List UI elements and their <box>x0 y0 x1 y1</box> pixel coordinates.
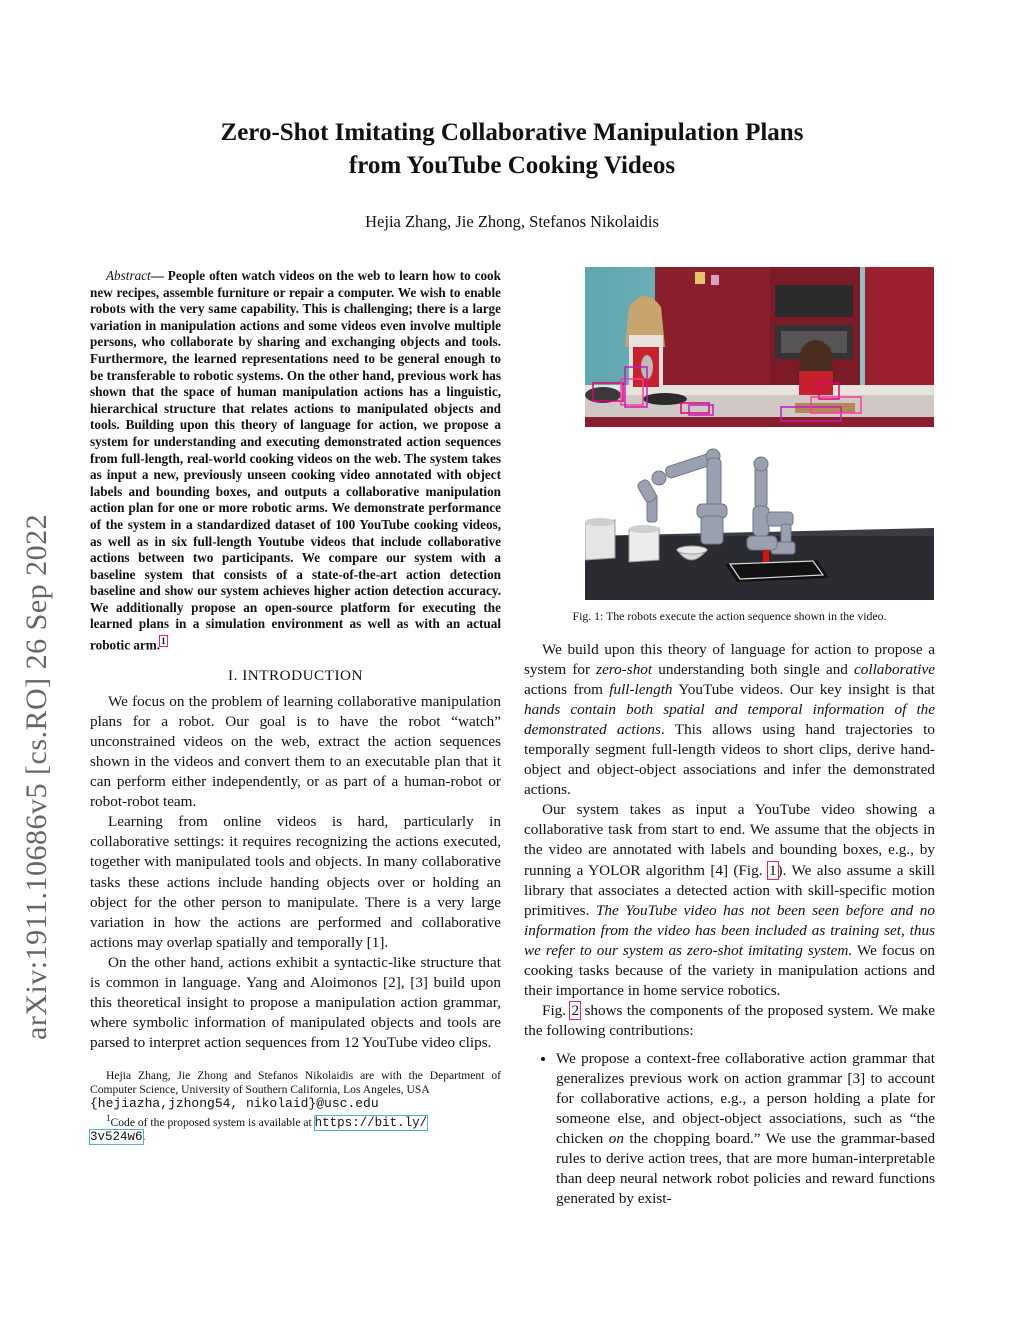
left-column <box>90 268 501 1144</box>
rp2-text-a: Our system takes as input a YouTube video showing a collaborative task from start to end. We assume that the objects in the video are annotated with labels and bounding boxes, e.g., by running a YOLOR algorithm [4] (Fig. <box>524 801 935 879</box>
rp1-text-d: YouTube videos. Our key insight is that <box>672 681 935 699</box>
fig1-reference-link[interactable]: 1 <box>768 861 777 879</box>
affiliation-note <box>90 1069 501 1111</box>
robot-simulation-drawing <box>585 432 934 600</box>
title-line-1: Zero-Shot Imitating Collaborative Manipulation Plans <box>220 119 804 146</box>
right-paragraph-3 <box>524 1001 935 1041</box>
footnote-link[interactable]: 1 <box>161 636 166 647</box>
section-heading-introduction: I. INTRODUCTION <box>228 667 363 685</box>
paper-title <box>90 116 934 182</box>
intro-paragraph-2: Learning from online videos is hard, particularly in collaborative settings: it requires recognizing the actions executed, together with manipulated tools and objects. In many collaborative tasks these actions include handing objects over or holding an object for the other person to manipulate. There is a very large variation in how the actions are performed and collaborative actions may overlap spatially and temporally [1]. <box>90 813 501 951</box>
contributions-list <box>524 1049 935 1209</box>
rp2-text-c: We focus on cooking tasks because of the variety in manipulation actions and their importance in home service robotics. <box>524 941 935 999</box>
abstract <box>90 268 501 654</box>
bullet-on: on <box>608 1130 624 1148</box>
figure-caption: Fig. 1: The robots execute the action sequence shown in the video. <box>572 609 887 623</box>
rp2-italic: The YouTube video has not been seen before and no information from the video has been included as training set, thus we refer to our system as zero-shot imitating system. <box>524 901 935 959</box>
code-note-text: Code of the proposed system is available at <box>110 1115 315 1129</box>
abstract-text: People often watch videos on the web to learn how to cook new recipes, assemble furniture or repair a computer. We wish to enable robots with the very same capability. This is challenging; there is a large variation in manipulation actions and some videos even involve multiple persons, who collaborate by sharing and exchanging objects and tools. Furthermore, the learned representations need to be general enough to be transferable to robotic systems. On the other hand, previous work has shown that the space of human manipulation actions has a linguistic, hierarchical structure that relates actions to manipulated objects and tools. Building upon this theory of language for action, we propose a system for understanding and executing demonstrated action sequences from full-length, real-world cooking videos on the web. The system takes as input a new, previously unseen cooking video annotated with object labels and bounding boxes, and outputs a collaborative manipulation action plan for one or more robotic arms. We demonstrate performance of the system in a standardized dataset of 100 YouTube cooking videos, as well as in six full-length Youtube videos that include collaborative actions between two participants. We compare our system with a baseline system that consists of a state-of-the-art action detection baseline and show our system achieves higher action detection accuracy. We additionally propose an open-source platform for executing the learned plans in a simulation environment as well as with an actual robotic arm. <box>90 268 501 653</box>
rp1-key-insight: hands contain both spatial and temporal information of the demonstrated actions <box>524 701 935 739</box>
intro-paragraph-1: We focus on the problem of learning collaborative manipulation plans for a robot. Our goal is to have the robot “watch” unconstrained videos on the web, extract the action sequences shown in the videos and convert them to an executable plan that it can perform either independently, or as part of a human-robot or robot-robot team. <box>90 693 501 811</box>
footnotes <box>90 1069 501 1144</box>
rp3-text-b: shows the components of the proposed system. We make the following contributions: <box>524 1001 935 1039</box>
intro-paragraph-3: On the other hand, actions exhibit a syntactic-like structure that is common in language. Yang and Aloimonos [2], [3] build upon this theoretical insight to propose a manipulation action grammar, where symbolic information of manipulated objects and tools are parsed to interpret action sequences from 12 YouTube video clips. <box>90 953 501 1051</box>
code-note <box>90 1111 501 1144</box>
rp1-text-b: understanding both single and <box>652 661 855 679</box>
rp2-text-b: ). We also assume a skill library that associates a detected action with skill-specific motion primitives. <box>524 861 935 919</box>
contribution-item <box>556 1049 935 1209</box>
code-note-mark: 1 <box>106 1112 111 1123</box>
affiliation-text: Hejia Zhang, Jie Zhong and Stefanos Nikolaidis are with the Department of Computer Science, University of Southern California, Los Angeles, USA <box>90 1068 501 1096</box>
rp1-full-length: full-length <box>609 681 673 699</box>
rp1-zero-shot: zero-shot <box>596 661 653 679</box>
title-line-2: from YouTube Cooking Videos <box>348 152 676 179</box>
arxiv-identifier: arXiv:1911.10686v5 [cs.RO] 26 Sep 2022 <box>20 513 53 1040</box>
code-link-part-2[interactable]: 3v524w6 <box>90 1129 143 1144</box>
right-paragraph-1 <box>524 640 935 800</box>
abstract-dash: — <box>150 268 164 283</box>
rp1-text-a: We build upon this theory of language for action to propose a system for <box>524 641 935 679</box>
abstract-label: Abstract <box>106 268 151 283</box>
robot-simulation-image <box>585 432 934 600</box>
author-list: Hejia Zhang, Jie Zhong, Stefanos Nikolaidis <box>365 212 659 231</box>
rp1-text-e: . This allows using hand trajectories to temporally segment full-length videos to short clips, derive hand-object and object-object associations and infer the demonstrated actions. <box>524 721 935 799</box>
video-frame-image <box>585 267 934 427</box>
rp3-text-a: Fig. <box>542 1001 571 1019</box>
right-column <box>524 640 935 1209</box>
video-frame-drawing <box>585 267 934 427</box>
fig2-reference-link[interactable]: 2 <box>571 1001 580 1019</box>
author-emails: {hejiazha,jzhong54, nikolaid}@usc.edu <box>90 1095 379 1111</box>
right-paragraph-2 <box>524 800 935 1000</box>
bullet-text-b: the chopping board.” We use the grammar-based rules to derive action trees, that are more human-interpretable than deep neural network robot policies and reward functions generated by exist- <box>556 1130 935 1208</box>
bullet-text-a: We propose a context-free collaborative action grammar that generalizes previous work on action grammar [3] to account for collaborative actions, e.g., a person holding a plate for someone else, and object-object associations, such as “the chicken <box>556 1049 935 1148</box>
rp1-collaborative: collaborative <box>854 661 935 679</box>
rp1-text-c: actions from <box>524 681 610 699</box>
code-note-end: . <box>142 1129 146 1143</box>
code-link-part-1[interactable]: https://bit.ly/ <box>314 1115 428 1130</box>
